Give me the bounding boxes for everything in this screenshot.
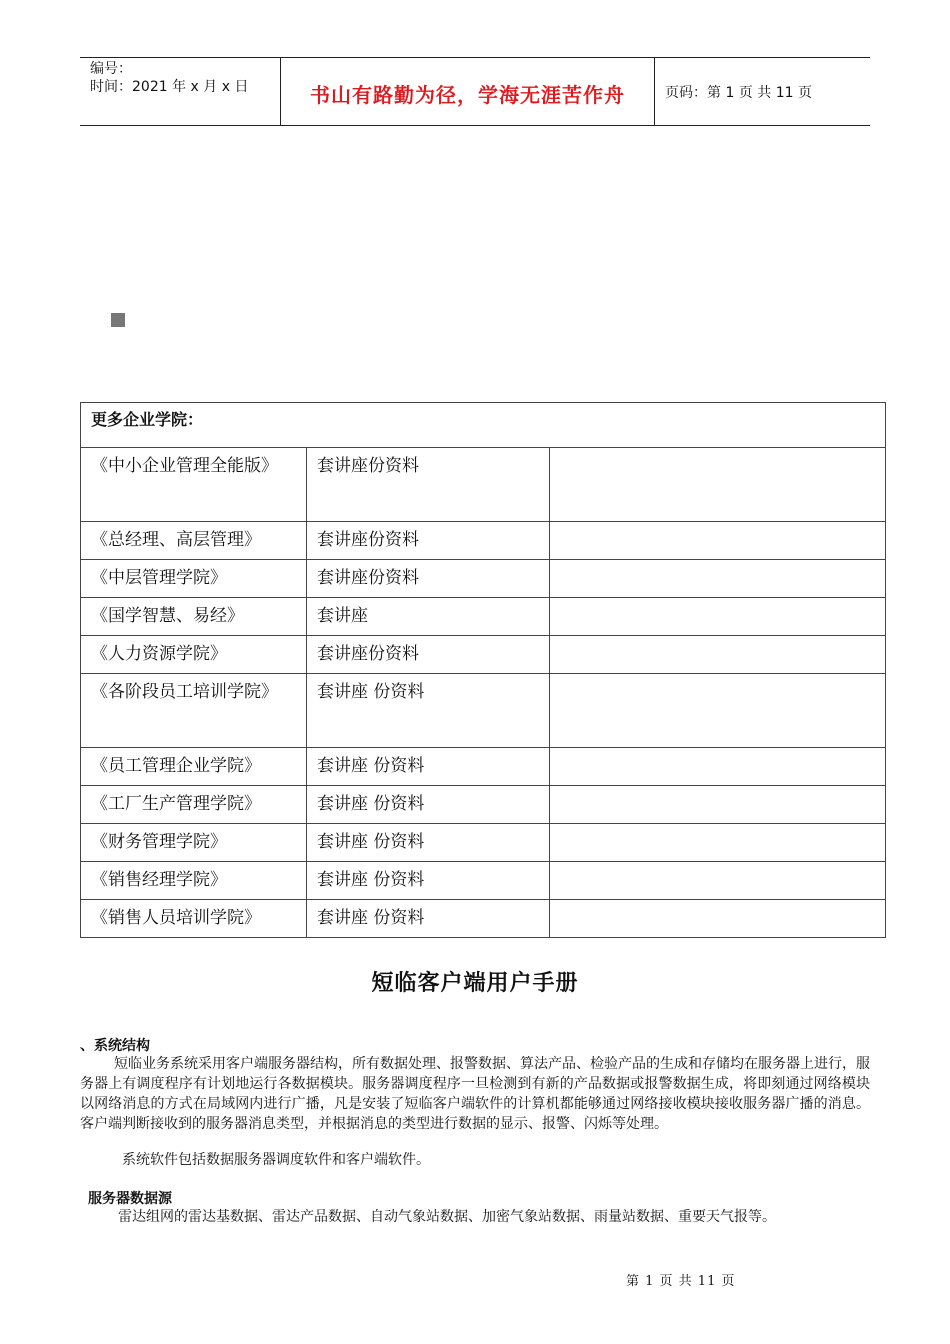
academy-desc-cell: 套讲座份资料 bbox=[307, 522, 550, 560]
section1-paragraph: 短临业务系统采用客户端服务器结构，所有数据处理、报警数据、算法产品、检验产品的生成和存储均在服务器上进行，服务器上有调度程序有计划地运行各数据模块。服务器调度程序一旦检测到有新的产品数据或报警数据生成，将即刻通过网络模块以网络消息的方式在局域网内进行广播，凡是安装了短临客户端软件的计算机都能够通过网络接收模块接收服务器广播的消息。客户端判断接收到的服务器消息类型，并根据消息的类型进行数据的显示、报警、闪烁等处理。 bbox=[80, 1056, 870, 1132]
academy-extra-cell bbox=[550, 786, 886, 824]
number-label: 编号： bbox=[90, 61, 132, 77]
section-heading-system-structure: 、系统结构 bbox=[80, 1038, 150, 1054]
academy-desc-cell: 套讲座 份资料 bbox=[307, 862, 550, 900]
academy-desc-cell: 套讲座 份资料 bbox=[307, 786, 550, 824]
table-row bbox=[81, 560, 886, 598]
table-row bbox=[81, 522, 886, 560]
academy-name-cell: 《销售人员培训学院》 bbox=[81, 900, 307, 938]
academy-extra-cell bbox=[550, 862, 886, 900]
academy-extra-cell bbox=[550, 522, 886, 560]
academy-name-cell: 《销售经理学院》 bbox=[81, 862, 307, 900]
academy-desc-cell: 套讲座份资料 bbox=[307, 636, 550, 674]
academy-desc-cell: 套讲座份资料 bbox=[307, 560, 550, 598]
academy-name-cell: 《中层管理学院》 bbox=[81, 560, 307, 598]
table-row bbox=[81, 674, 886, 748]
academy-name-cell: 《财务管理学院》 bbox=[81, 824, 307, 862]
academy-name-cell: 《国学智慧、易经》 bbox=[81, 598, 307, 636]
table-row bbox=[81, 748, 886, 786]
academy-desc-cell: 套讲座 份资料 bbox=[307, 900, 550, 938]
academy-desc-cell: 套讲座 bbox=[307, 598, 550, 636]
header-page-info: 页码：第 1 页 共 11 页 bbox=[665, 84, 812, 101]
academy-name-cell: 《工厂生产管理学院》 bbox=[81, 786, 307, 824]
header-motto: 书山有路勤为径，学海无涯苦作舟 bbox=[281, 58, 655, 125]
table-row bbox=[81, 900, 886, 938]
academy-name-cell: 《员工管理企业学院》 bbox=[81, 748, 307, 786]
academy-name-cell: 《人力资源学院》 bbox=[81, 636, 307, 674]
academy-extra-cell bbox=[550, 824, 886, 862]
table-row bbox=[81, 636, 886, 674]
academy-extra-cell bbox=[550, 560, 886, 598]
header-meta bbox=[80, 58, 281, 125]
academy-extra-cell bbox=[550, 598, 886, 636]
table-row bbox=[81, 598, 886, 636]
academy-table-title: 更多企业学院： bbox=[81, 403, 886, 448]
page-header bbox=[80, 57, 870, 126]
academy-desc-cell: 套讲座 份资料 bbox=[307, 748, 550, 786]
academy-extra-cell bbox=[550, 748, 886, 786]
academy-desc-cell: 套讲座 份资料 bbox=[307, 824, 550, 862]
document-title: 短临客户端用户手册 bbox=[371, 970, 579, 996]
section2-paragraph: 雷达组网的雷达基数据、雷达产品数据、自动气象站数据、加密气象站数据、雨量站数据、重要天气报等。 bbox=[118, 1209, 776, 1225]
section-heading-data-source: 服务器数据源 bbox=[88, 1191, 172, 1207]
table-row bbox=[81, 824, 886, 862]
academy-extra-cell bbox=[550, 674, 886, 748]
academy-desc-cell: 套讲座份资料 bbox=[307, 448, 550, 522]
academy-extra-cell bbox=[550, 900, 886, 938]
page-footer: 第 1 页 共 11 页 bbox=[626, 1274, 736, 1289]
time-label: 时间：2021 年 x 月 x 日 bbox=[90, 79, 249, 95]
academy-table bbox=[80, 402, 886, 938]
table-row bbox=[81, 862, 886, 900]
academy-extra-cell bbox=[550, 448, 886, 522]
academy-name-cell: 《中小企业管理全能版》 bbox=[81, 448, 307, 522]
table-row bbox=[81, 448, 886, 522]
square-bullet-icon bbox=[111, 313, 125, 327]
academy-name-cell: 《总经理、高层管理》 bbox=[81, 522, 307, 560]
academy-name-cell: 《各阶段员工培训学院》 bbox=[81, 674, 307, 748]
table-row bbox=[81, 786, 886, 824]
section1-paragraph-2: 系统软件包括数据服务器调度软件和客户端软件。 bbox=[122, 1152, 430, 1168]
academy-desc-cell: 套讲座 份资料 bbox=[307, 674, 550, 748]
academy-extra-cell bbox=[550, 636, 886, 674]
